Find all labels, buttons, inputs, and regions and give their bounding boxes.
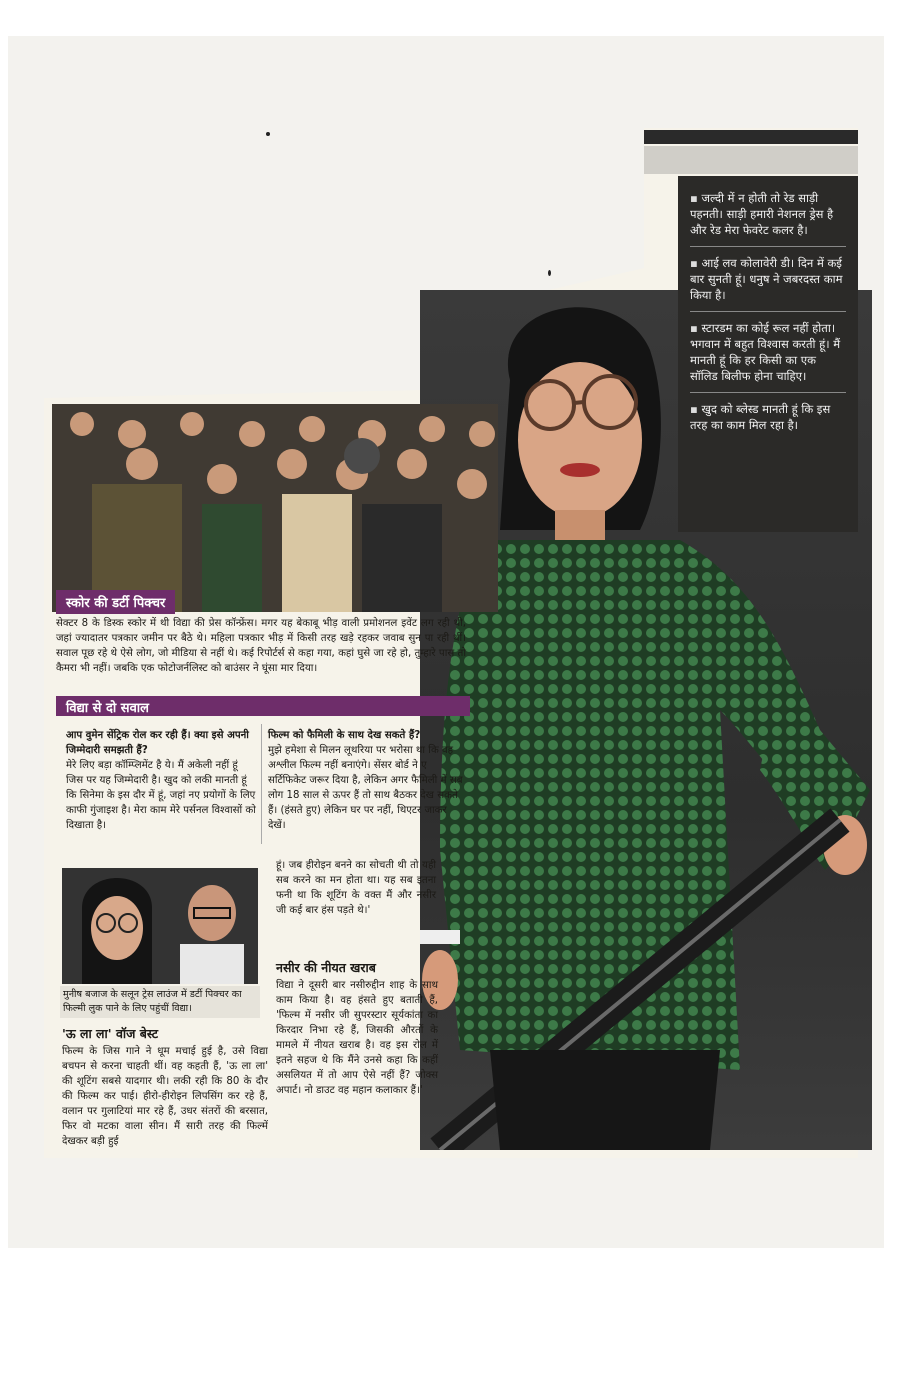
article-continued-text: हूं। जब हीरोइन बनने का सोचती थी तो यही सब करने का मन होता था। यह सब इतना फनी था कि शूटिंग के वक्त मैं और नसीर जी कई बार हंस पड़ते थे।' — [276, 860, 436, 916]
photo-tag: स्कोर की डर्टी पिक्चर — [56, 590, 175, 614]
quotes-sidebar — [678, 176, 858, 532]
clipping-top-bar — [644, 130, 858, 144]
sidebar-quote: ▪ जल्दी में न होती तो रेड साड़ी पहनती। साड़ी हमारी नेशनल ड्रेस है और रेड मेरा फेवरेट कलर है। — [690, 190, 846, 247]
salon-photo — [62, 868, 258, 984]
photo-caption: सेक्टर 8 के डिस्क स्कोर में थी विद्या की प्रेस कॉन्फ्रेंस। मगर यह बेकाबू भीड़ वाली प्रमोशनल इवेंट लग रही थी, जहां ज्यादातर पत्रकार जमीन पर बैठे थे। महिला पत्रकार भीड़ में किसी तरह खड़े रहकर जवाब सुन पा रही थीं। सवाल पूछ रहे थे ऐसे लोग, जो मीडिया से नहीं थे। कई रिपोर्टर्स से कहा गया, कहां घुसे जा रहे हो, तुम्हारे पास तो कैमरा भी नहीं। जबकि एक फोटोजर्नलिस्ट को बाउंसर ने घूंसा मार दिया। — [56, 618, 466, 674]
qa-item — [268, 728, 464, 833]
clipping-top-faded-strip — [644, 146, 858, 174]
answer: मुझे हमेशा से मिलन लूथरिया पर भरोसा था कि वह अश्लील फिल्म नहीं बनाएंगे। सेंसर बोर्ड ने ए सर्टिफिकेट जरूर दिया है, लेकिन अगर फैमिली में सब लोग 18 साल से ऊपर हैं तो साथ बैठकर देख सकते हैं। (हंसते हुए) लेकिन घर पर नहीं, थिएटर जाकर देखें। — [268, 745, 463, 831]
scan-speck — [266, 132, 270, 136]
qa-item — [66, 728, 256, 833]
answer: मेरे लिए बड़ा कॉम्प्लिमेंट है ये। मैं अकेली नहीं हूं जिस पर यह जिम्मेदारी है। खुद को लकी मानती हूं कि सिनेमा के इस दौर में हूं, जहां नए प्रयोगों के लिए काफी गुंजाइश है। मेरा काम मेरे पर्सनल विश्वासों को दिखाता है। — [66, 760, 256, 831]
salon-illustration — [62, 868, 258, 984]
question: आप वुमेन सेंट्रिक रोल कर रही हैं। क्या इसे अपनी जिम्मेदारी समझती हैं? — [66, 730, 249, 756]
question: फिल्म को फैमिली के साथ देख सकते हैं? — [268, 730, 421, 741]
subheading-oolala: 'ऊ ला ला' वॉज बेस्ट — [62, 1026, 159, 1041]
crowd-illustration — [52, 404, 498, 612]
article-nasir-text: विद्या ने दूसरी बार नसीरुद्दीन शाह के साथ काम किया है। वह हंसते हुए बताती हैं, 'फिल्म में नसीर जी सुपरस्टार सूर्यकांता का किरदार निभा रहे हैं, जिसकी औरतों के मामले में नीयत खराब है। वह इस रोल में इतने सहज थे कि मैंने उनसे कहा कि कहीं असलियत में तो आप ऐसे नहीं हैं? जोक्स अपार्ट। नो डाउट वह महान कलाकार हैं।' — [276, 980, 438, 1096]
press-conference-photo — [52, 404, 498, 612]
article-oolala-text: फिल्म के जिस गाने ने धूम मचाई हुई है, उसे विद्या बचपन से करना चाहती थीं। वह कहती हैं, 'ऊ ला ला' की शूटिंग सबसे यादगार थी। लकी रही कि 80 के दौर की फिल्म कर पाई। हीरो-हीरोइन लिपसिंग कर रहे हैं, वलान पर गुलाटियां मार रहे हैं, उधर संतरों की बरसात, फिर वो मटका वाला सीन। मैं सारी तरह की फिल्में देखकर बड़ी हुई — [62, 1046, 268, 1147]
column-divider — [261, 724, 262, 844]
scan-speck — [548, 270, 551, 276]
sidebar-quote: ▪ स्टारडम का कोई रूल नहीं होता। भगवान में बहुत विश्वास करती हूं। मैं मानती हूं कि हर किसी का एक सॉलिड बिलीफ होना चाहिए। — [690, 320, 846, 393]
subheading-nasir: नसीर की नीयत खराब — [276, 960, 376, 975]
sidebar-quote: ▪ आई लव कोलावेरी डी। दिन में कई बार सुनती हूं। धनुष ने जबरदस्त काम किया है। — [690, 255, 846, 312]
sidebar-quote: ▪ खुद को ब्लेस्ड मानती हूं कि इस तरह का काम मिल रहा है। — [690, 401, 846, 441]
salon-photo-caption: मुनीष बजाज के सलून ट्रेस लाउंज में डर्टी पिक्चर का फिल्मी लुक पाने के लिए पहुंचीं विद्या। — [60, 986, 260, 1018]
section-heading: विद्या से दो सवाल — [56, 696, 470, 716]
